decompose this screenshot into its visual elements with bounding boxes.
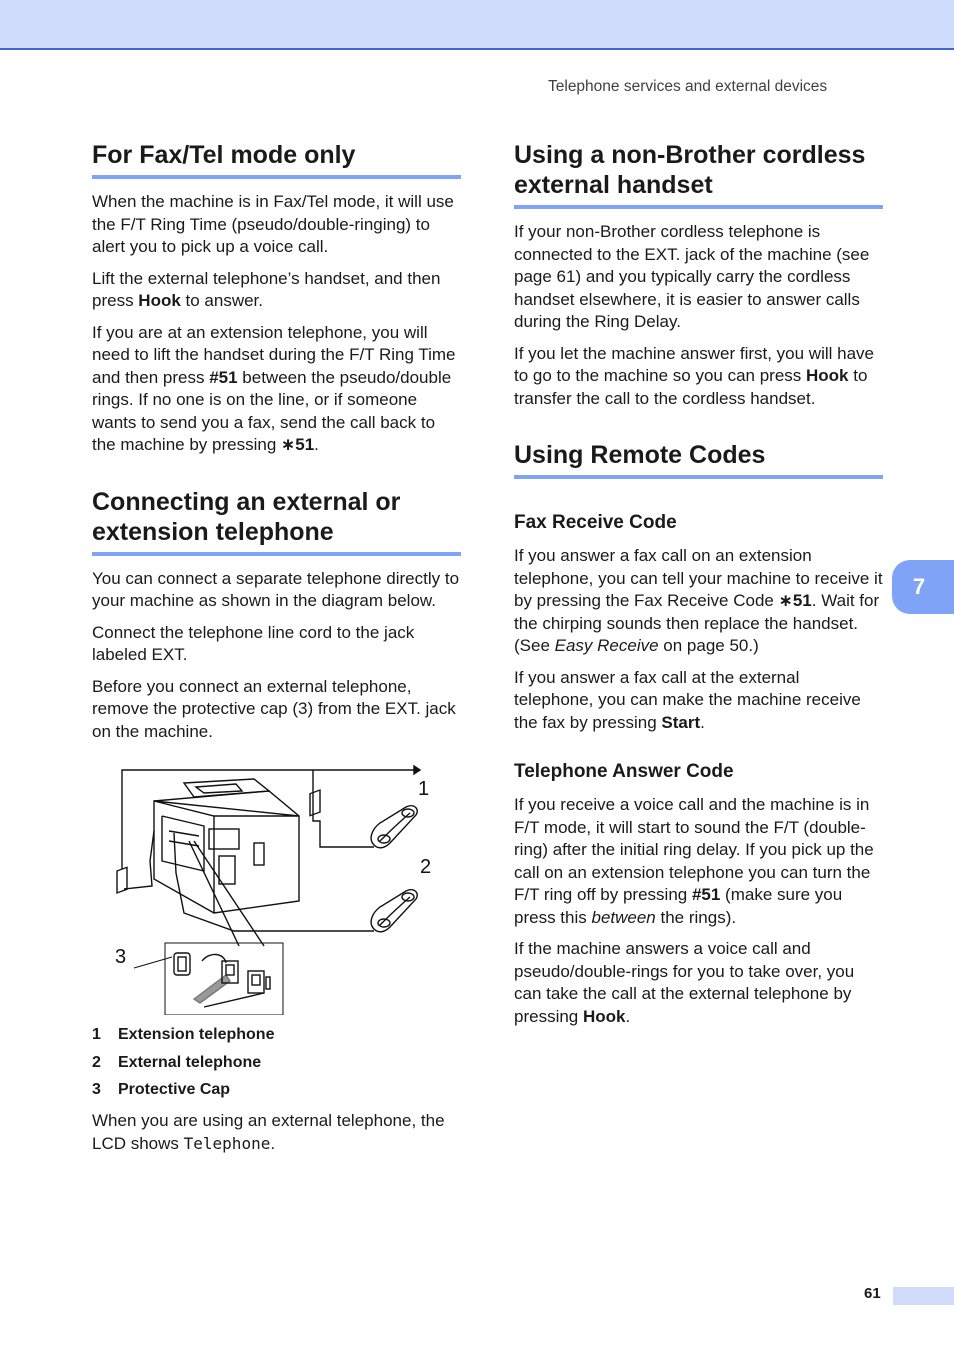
paragraph: If you are at an extension telephone, you will need to lift the handset during the F/T Ring Time and then press #51 between the pseudo/double rings. If no one is on the line, or if someone wants to send you a fax, send the call back to the machine by pressing ∗51.	[92, 322, 456, 454]
legend-item: 3 Protective Cap	[92, 1081, 231, 1098]
legend-item: 2 External telephone	[92, 1053, 262, 1071]
section-fax-tel-mode	[92, 140, 461, 457]
paragraph: If you receive a voice call and the machine is in F/T mode, it will start to sound the F/T (double-ring) after the initial ring delay. If you pick up the call on an extension telephone you can turn the F/T ring off by pressing #51 (make sure you press this between the rings).	[514, 795, 874, 927]
section-connecting-telephone	[92, 487, 461, 1156]
paragraph: When the machine is in Fax/Tel mode, it will use the F/T Ring Time (pseudo/double-ringing) to alert you to pick up a voice call.	[92, 192, 454, 256]
hook-key-label: Hook	[138, 291, 181, 310]
wall-line	[122, 770, 414, 869]
right-column	[514, 140, 883, 1037]
header-bar	[0, 0, 954, 50]
section-title-remote-codes: Using Remote Codes	[514, 440, 883, 479]
page-number-strip	[893, 1287, 954, 1305]
paragraph: Lift the external telephone’s handset, and then press Hook to answer.	[92, 268, 441, 310]
protective-cap-illustration	[174, 953, 270, 1007]
paragraph: If you let the machine answer first, you will have to go to the machine so you can press Hook to transfer the call to the cordless handset.	[514, 343, 874, 408]
subsection-title-telephone-answer: Telephone Answer Code	[514, 761, 734, 782]
hook-key-label: Hook	[582, 1006, 626, 1026]
paragraph: When you are using an external telephone, the LCD shows Telephone.	[92, 1111, 445, 1153]
extension-telephone-illustration	[371, 806, 417, 848]
section-remote-codes	[514, 440, 883, 1028]
cross-reference: Easy Receive	[554, 636, 659, 655]
external-telephone-illustration	[371, 890, 417, 932]
code-label: #51	[691, 885, 721, 904]
paragraph: If your non-Brother cordless telephone is connected to the EXT. jack of the machine (see page 61) and you typically carry the cordless handset elsewhere, it is easier to answer calls during the Ring Delay.	[514, 222, 870, 331]
diagram-legend	[92, 1025, 461, 1100]
connection-diagram	[114, 761, 454, 1015]
machine-illustration	[124, 779, 374, 946]
paragraph: Connect the telephone line cord to the jack labeled EXT.	[92, 622, 415, 664]
wall-jack-right	[310, 790, 320, 816]
chapter-tab: 7	[892, 560, 954, 614]
paragraph: You can connect a separate telephone directly to your machine as shown in the diagram below.	[92, 568, 460, 610]
start-key-label: Start	[661, 712, 701, 732]
running-title: Telephone services and external devices	[548, 78, 828, 95]
section-title-cordless: Using a non-Brother cordless external handset	[514, 140, 883, 209]
section-cordless-handset	[514, 140, 883, 410]
section-title-fax-tel: For Fax/Tel mode only	[92, 140, 461, 179]
hook-key-label: Hook	[806, 366, 849, 385]
legend-item: 1 Extension telephone	[92, 1026, 275, 1043]
arrow-head	[414, 766, 420, 774]
paragraph: If you answer a fax call on an extension telephone, you can tell your machine to receive it by pressing the Fax Receive Code ∗51. Wait for the chirping sounds then replace the handset. (See Easy Receive on page 50.)	[514, 546, 883, 655]
wall-line	[313, 770, 374, 847]
subsection-title-fax-receive: Fax Receive Code	[514, 512, 677, 533]
code-label: ∗51	[778, 591, 812, 610]
emphasis: between	[591, 907, 656, 927]
callout-1: 1	[418, 778, 430, 800]
page-number: 61	[864, 1285, 881, 1302]
paragraph: If the machine answers a voice call and pseudo/double-rings for you to take over, you can take the call at the external telephone by pressing Hook.	[514, 939, 855, 1026]
callout-3: 3	[115, 946, 127, 968]
left-column	[92, 140, 461, 1164]
section-title-connecting: Connecting an external or extension telephone	[92, 487, 461, 556]
paragraph: Before you connect an external telephone, remove the protective cap (3) from the EXT. jack on the machine.	[92, 676, 456, 741]
lcd-text: Telephone	[183, 1133, 271, 1153]
callout-2: 2	[420, 856, 432, 878]
code-label: #51	[209, 367, 238, 387]
code-label: ∗51	[281, 435, 315, 454]
paragraph: If you answer a fax call at the external telephone, you can make the machine receive the fax by pressing Start.	[514, 667, 861, 732]
